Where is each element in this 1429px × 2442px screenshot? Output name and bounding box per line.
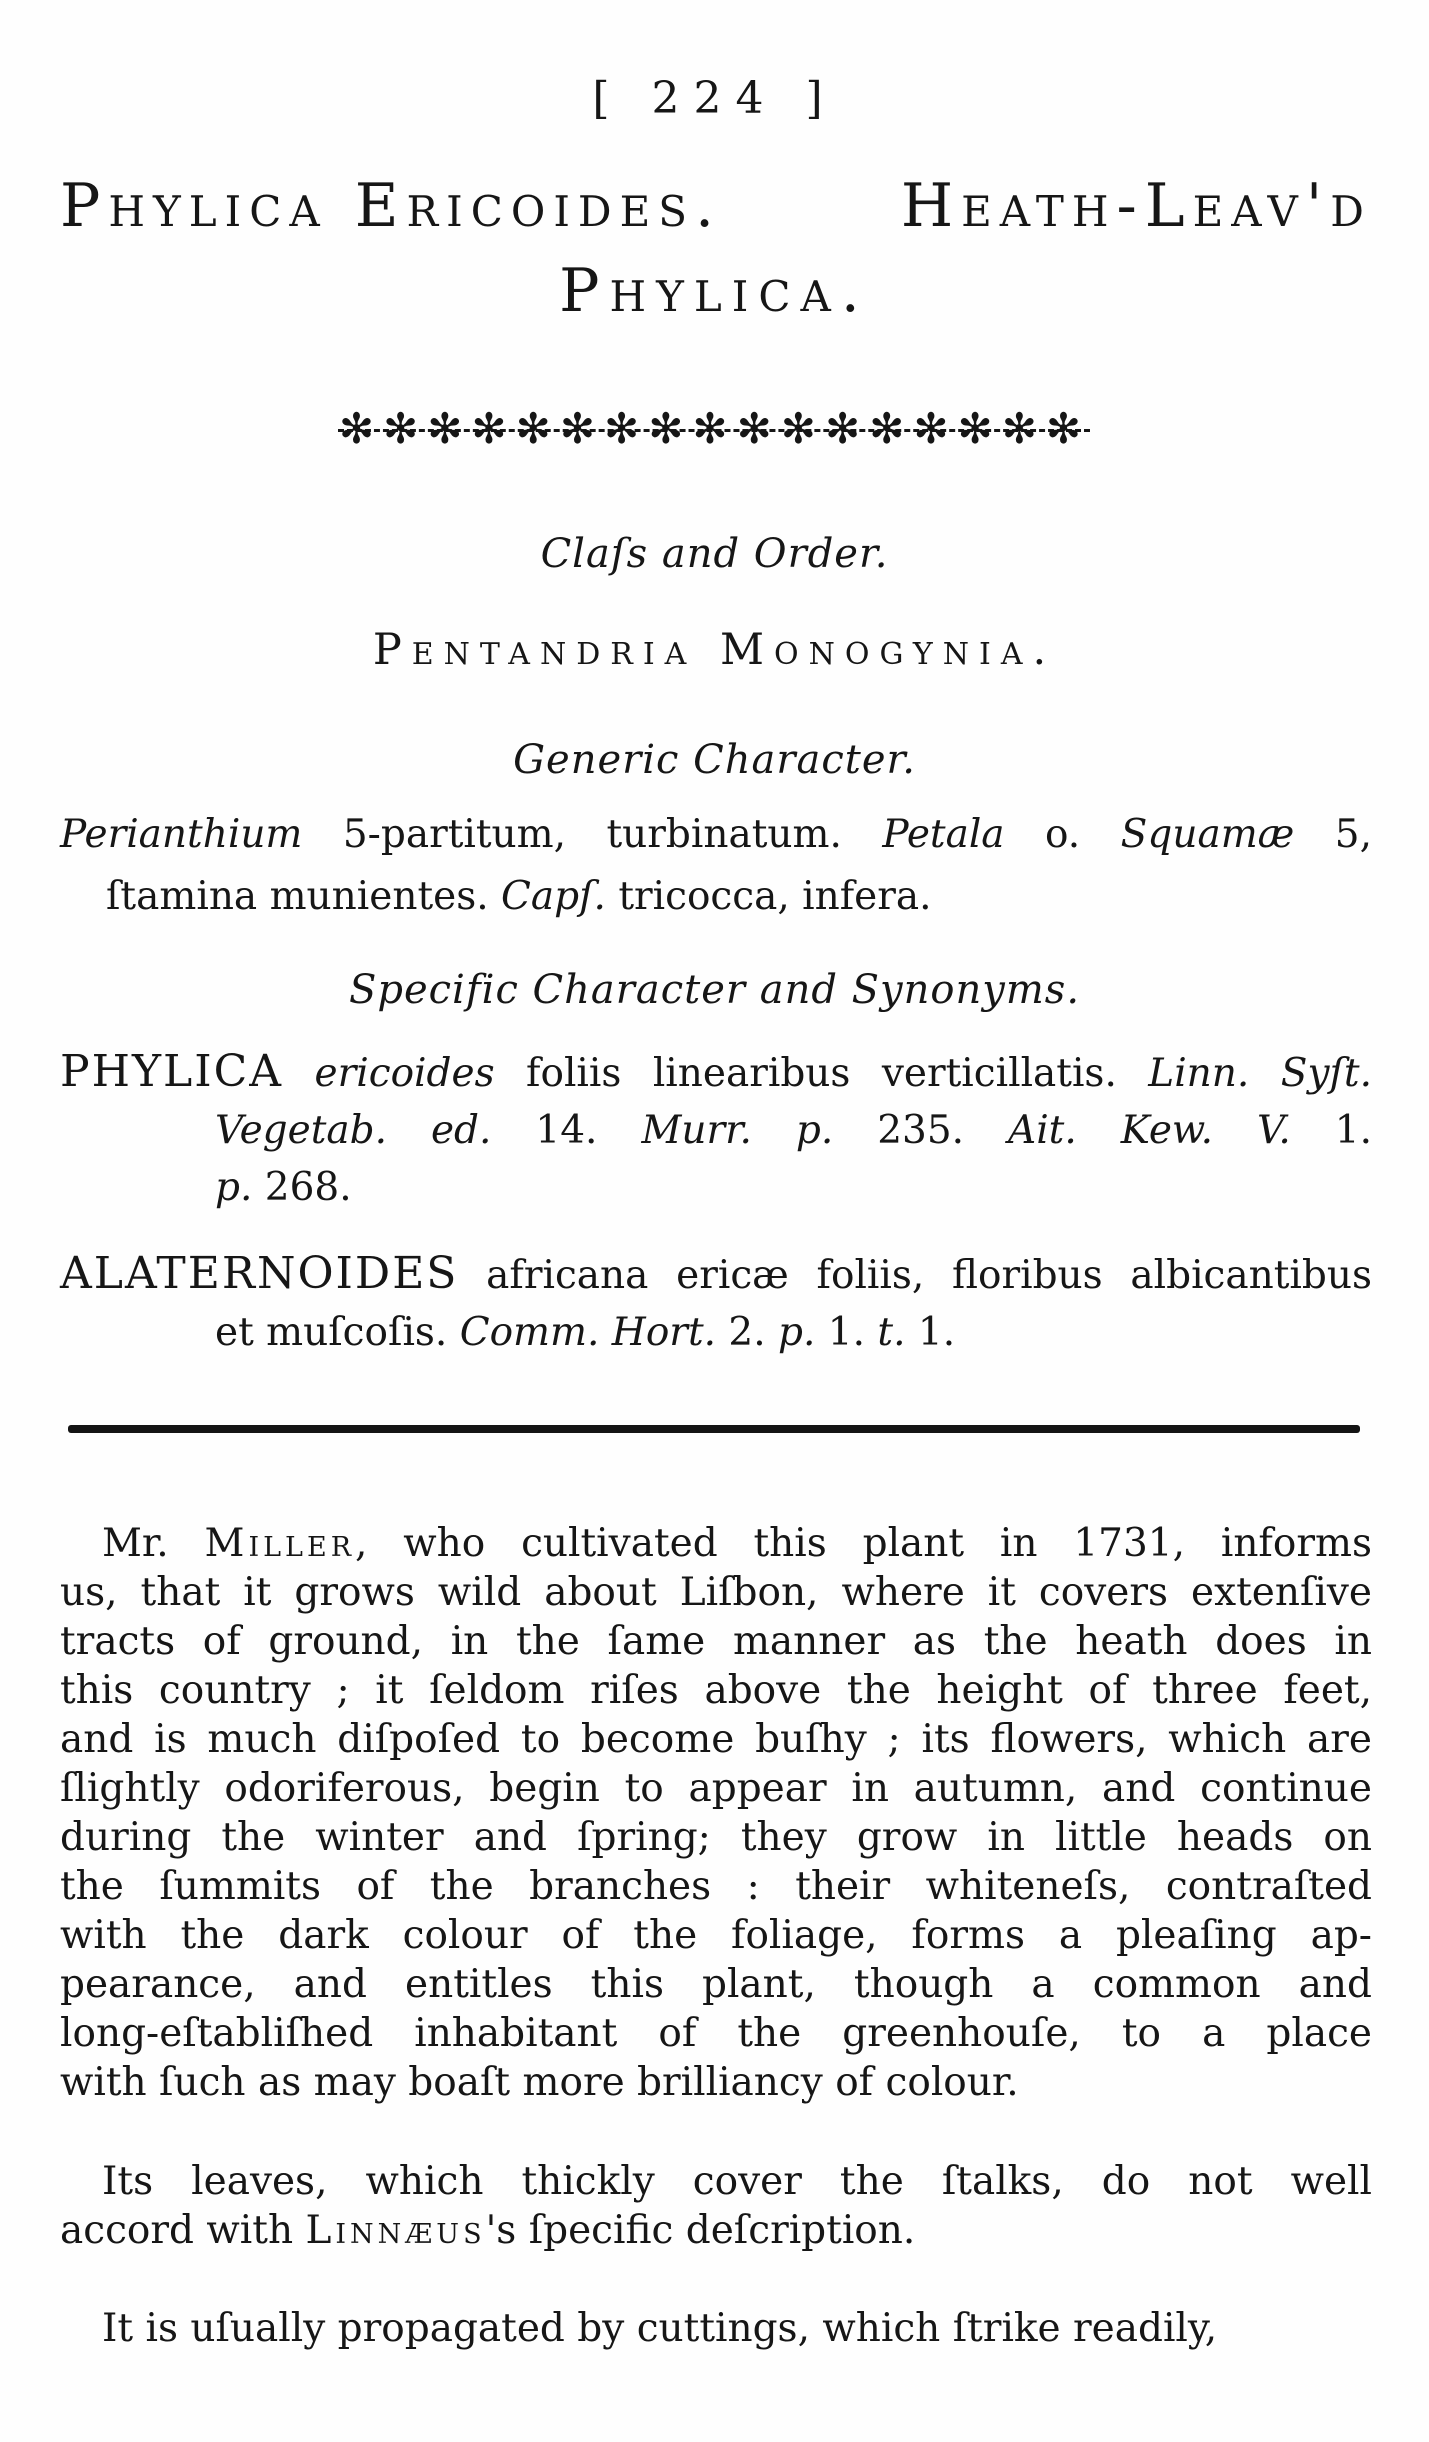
text-line: pearance, and entitles this plant, though a common and <box>60 1962 1372 2007</box>
specific-character-heading: Specific Character and Synonyms. <box>348 967 1081 1013</box>
class-order-heading: Claſs and Order. <box>540 531 889 577</box>
text-line: Perianthium 5-partitum, turbinatum. Petala o. Squamæ 5, <box>60 812 1372 857</box>
species-title-row <box>60 170 1372 242</box>
generic-character-text <box>60 804 1372 928</box>
text-line: Its leaves, which thickly cover the ſtalks, do not well <box>102 2159 1372 2204</box>
page-number: [ 224 ] <box>592 73 837 124</box>
text-line: Mr. Miller, who cultivated this plant in 1731, informs <box>102 1521 1372 1566</box>
synonym-entry-alaternoides <box>60 1245 1372 1361</box>
species-title-latin: Phylica Ericoides. <box>60 171 723 241</box>
text-line: tracts of ground, in the ſame manner as the heath does in <box>60 1619 1372 1664</box>
synonym-entry-phylica <box>60 1043 1372 1216</box>
text-line: and is much diſpoſed to become buſhy ; its flowers, which are <box>60 1717 1372 1762</box>
text-line: It is uſually propagated by cuttings, which ſtrike readily, <box>102 2306 1218 2351</box>
text-line: p. 268. <box>215 1165 352 1210</box>
species-title-line2: Phylica. <box>559 256 870 326</box>
body-paragraph-3 <box>60 2304 1372 2353</box>
generic-character-heading: Generic Character. <box>513 737 916 783</box>
text-line: Vegetab. ed. 14. Murr. p. 235. Ait. Kew. V. 1. <box>215 1108 1372 1153</box>
text-line: accord with Linnæus's ſpecific deſcription. <box>60 2208 916 2253</box>
text-line: this country ; it ſeldom riſes above the height of three feet, <box>60 1668 1372 1713</box>
body-paragraph-1 <box>60 1519 1372 2107</box>
text-line: ſtamina munientes. Capſ. tricocca, infera. <box>106 874 932 919</box>
text-line: us, that it grows wild about Liſbon, where it covers extenſive <box>60 1570 1372 1615</box>
text-line: with ſuch as may boaſt more brilliancy of colour. <box>60 2060 1019 2105</box>
text-line: et muſcoſis. Comm. Hort. 2. p. 1. t. 1. <box>215 1310 956 1355</box>
text-line: ALATERNOIDES africana ericæ foliis, floribus albicantibus <box>60 1248 1372 1299</box>
text-line: the ſummits of the branches : their whiteneſs, contraſted <box>60 1864 1372 1909</box>
text-line: PHYLICA ericoides foliis linearibus verticillatis. Linn. Syſt. <box>60 1046 1372 1097</box>
section-divider-rule <box>68 1425 1360 1433</box>
body-paragraph-2 <box>60 2157 1372 2255</box>
text-line: long-eſtabliſhed inhabitant of the greenhouſe, to a place <box>60 2011 1372 2056</box>
text-line: ſlightly odoriferous, begin to appear in autumn, and continue <box>60 1766 1372 1811</box>
text-line: with the dark colour of the foliage, forms a pleaſing ap- <box>60 1913 1372 1958</box>
text-line: during the winter and ſpring; they grow in little heads on <box>60 1815 1372 1860</box>
class-order-value: Pentandria Monogynia. <box>372 625 1057 675</box>
ornament-divider: ✻✻✻✻✻✻✻✻✻✻✻✻✻✻✻✻✻ <box>338 404 1091 453</box>
species-title-english: Heath-Leav'd <box>900 171 1372 241</box>
